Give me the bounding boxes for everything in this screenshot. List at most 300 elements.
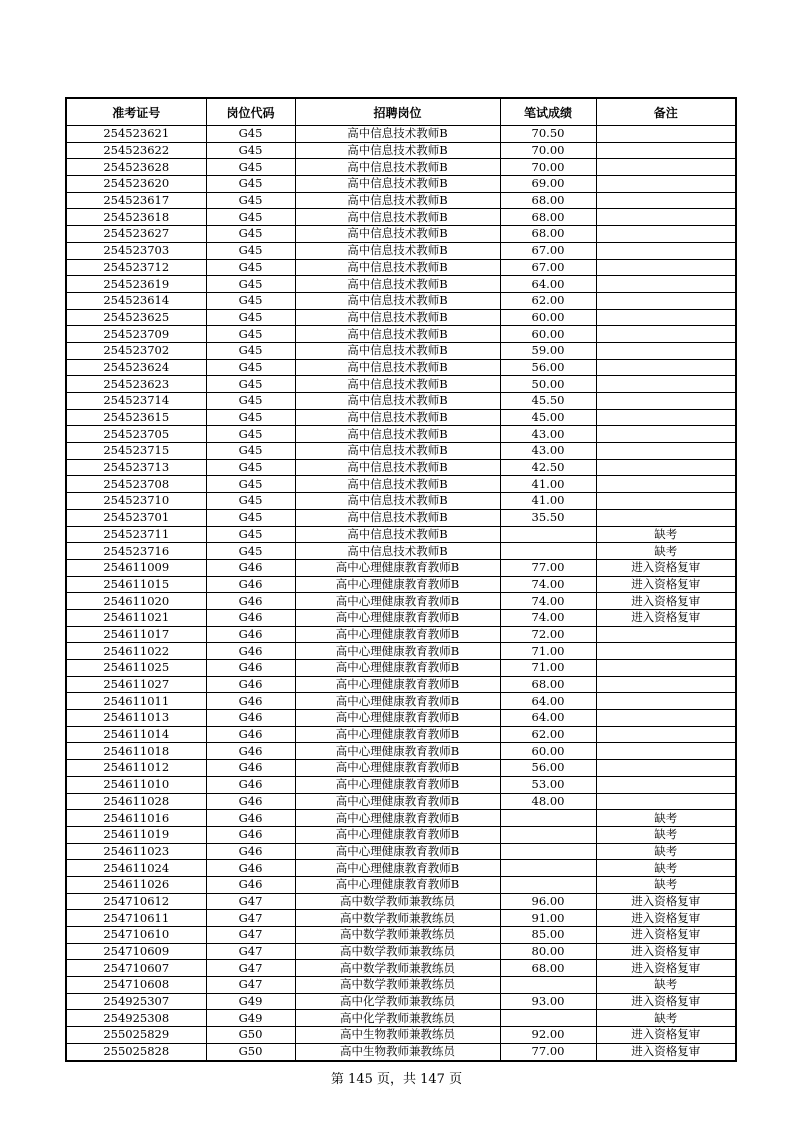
- cell-exam-id: 254523618: [66, 209, 206, 226]
- cell-score: 74.00: [500, 576, 596, 593]
- cell-post-code: G45: [206, 443, 295, 460]
- cell-post-name: 高中信息技术教师B: [295, 276, 500, 293]
- cell-remark: [596, 292, 736, 309]
- cell-post-code: G46: [206, 726, 295, 743]
- cell-post-name: 高中心理健康教育教师B: [295, 860, 500, 877]
- cell-post-code: G46: [206, 760, 295, 777]
- cell-post-name: 高中信息技术教师B: [295, 476, 500, 493]
- cell-exam-id: 254523714: [66, 393, 206, 410]
- cell-post-name: 高中信息技术教师B: [295, 393, 500, 410]
- cell-score: 43.00: [500, 443, 596, 460]
- cell-score: 35.50: [500, 509, 596, 526]
- cell-exam-id: 254523623: [66, 376, 206, 393]
- table-row: [66, 927, 736, 944]
- cell-exam-id: 254523715: [66, 443, 206, 460]
- cell-post-name: 高中心理健康教育教师B: [295, 576, 500, 593]
- cell-remark: [596, 259, 736, 276]
- cell-exam-id: 254523622: [66, 142, 206, 159]
- cell-post-code: G45: [206, 543, 295, 560]
- cell-remark: [596, 326, 736, 343]
- cell-post-code: G46: [206, 843, 295, 860]
- table-row: [66, 760, 736, 777]
- cell-exam-id: 254611010: [66, 776, 206, 793]
- cell-remark: [596, 242, 736, 259]
- cell-exam-id: 254611026: [66, 876, 206, 893]
- cell-post-code: G45: [206, 476, 295, 493]
- cell-score: 68.00: [500, 209, 596, 226]
- cell-remark: 进入资格复审: [596, 609, 736, 626]
- cell-remark: [596, 793, 736, 810]
- cell-score: [500, 1010, 596, 1027]
- cell-remark: 缺考: [596, 526, 736, 543]
- cell-post-name: 高中生物教师兼教练员: [295, 1043, 500, 1060]
- cell-exam-id: 254611014: [66, 726, 206, 743]
- table-row: [66, 309, 736, 326]
- cell-score: 68.00: [500, 226, 596, 243]
- cell-remark: 缺考: [596, 876, 736, 893]
- cell-post-code: G46: [206, 810, 295, 827]
- table-row: [66, 209, 736, 226]
- cell-post-name: 高中信息技术教师B: [295, 509, 500, 526]
- cell-remark: 进入资格复审: [596, 559, 736, 576]
- cell-exam-id: 254523701: [66, 509, 206, 526]
- cell-post-name: 高中心理健康教育教师B: [295, 776, 500, 793]
- cell-exam-id: 254611024: [66, 860, 206, 877]
- cell-score: 70.00: [500, 142, 596, 159]
- cell-post-code: G46: [206, 593, 295, 610]
- cell-exam-id: 254611012: [66, 760, 206, 777]
- cell-remark: [596, 376, 736, 393]
- cell-score: 69.00: [500, 176, 596, 193]
- cell-exam-id: 254710610: [66, 927, 206, 944]
- cell-score: 92.00: [500, 1027, 596, 1044]
- cell-remark: [596, 626, 736, 643]
- cell-score: 64.00: [500, 693, 596, 710]
- cell-post-name: 高中数学教师兼教练员: [295, 977, 500, 994]
- table-row: [66, 226, 736, 243]
- cell-exam-id: 254925307: [66, 993, 206, 1010]
- cell-post-code: G45: [206, 409, 295, 426]
- cell-post-code: G46: [206, 676, 295, 693]
- cell-score: [500, 860, 596, 877]
- cell-score: 71.00: [500, 643, 596, 660]
- cell-post-code: G46: [206, 826, 295, 843]
- cell-post-name: 高中心理健康教育教师B: [295, 793, 500, 810]
- cell-remark: 进入资格复审: [596, 1027, 736, 1044]
- cell-score: 70.00: [500, 159, 596, 176]
- cell-post-code: G47: [206, 943, 295, 960]
- cell-post-name: 高中心理健康教育教师B: [295, 876, 500, 893]
- cell-score: 77.00: [500, 1043, 596, 1060]
- cell-exam-id: 254523621: [66, 126, 206, 143]
- cell-exam-id: 254523625: [66, 309, 206, 326]
- cell-remark: 进入资格复审: [596, 593, 736, 610]
- cell-post-name: 高中信息技术教师B: [295, 176, 500, 193]
- cell-post-code: G45: [206, 509, 295, 526]
- cell-post-code: G45: [206, 142, 295, 159]
- cell-score: 41.00: [500, 493, 596, 510]
- cell-score: 93.00: [500, 993, 596, 1010]
- table-row: [66, 359, 736, 376]
- cell-score: 68.00: [500, 676, 596, 693]
- cell-exam-id: 254710607: [66, 960, 206, 977]
- cell-score: 67.00: [500, 242, 596, 259]
- cell-exam-id: 254925308: [66, 1010, 206, 1027]
- cell-score: 50.00: [500, 376, 596, 393]
- cell-score: 45.00: [500, 409, 596, 426]
- cell-remark: [596, 159, 736, 176]
- cell-post-code: G47: [206, 893, 295, 910]
- cell-exam-id: 254523617: [66, 192, 206, 209]
- cell-post-name: 高中心理健康教育教师B: [295, 693, 500, 710]
- cell-post-name: 高中信息技术教师B: [295, 159, 500, 176]
- cell-post-name: 高中心理健康教育教师B: [295, 593, 500, 610]
- cell-remark: [596, 493, 736, 510]
- cell-exam-id: 254611009: [66, 559, 206, 576]
- cell-remark: [596, 676, 736, 693]
- table-row: [66, 559, 736, 576]
- cell-post-code: G46: [206, 559, 295, 576]
- page-number: 第 145 页，共 147 页: [330, 1072, 463, 1087]
- cell-remark: 进入资格复审: [596, 1043, 736, 1060]
- table-row: [66, 893, 736, 910]
- cell-post-code: G46: [206, 660, 295, 677]
- cell-post-code: G46: [206, 860, 295, 877]
- cell-score: 80.00: [500, 943, 596, 960]
- cell-exam-id: 254611016: [66, 810, 206, 827]
- cell-post-name: 高中信息技术教师B: [295, 543, 500, 560]
- cell-score: [500, 843, 596, 860]
- cell-remark: 进入资格复审: [596, 960, 736, 977]
- table-row: [66, 493, 736, 510]
- cell-score: 56.00: [500, 359, 596, 376]
- header-row: [66, 98, 736, 126]
- cell-post-code: G46: [206, 776, 295, 793]
- table-row: [66, 509, 736, 526]
- table-row: [66, 1010, 736, 1027]
- cell-remark: [596, 142, 736, 159]
- cell-post-code: G49: [206, 993, 295, 1010]
- cell-remark: [596, 643, 736, 660]
- table-row: [66, 409, 736, 426]
- cell-remark: [596, 176, 736, 193]
- cell-score: 96.00: [500, 893, 596, 910]
- table-row: [66, 860, 736, 877]
- cell-post-code: G45: [206, 126, 295, 143]
- table-body: [66, 126, 736, 1061]
- cell-remark: 缺考: [596, 1010, 736, 1027]
- cell-remark: [596, 476, 736, 493]
- cell-exam-id: 254523703: [66, 242, 206, 259]
- cell-post-name: 高中信息技术教师B: [295, 459, 500, 476]
- cell-remark: 缺考: [596, 860, 736, 877]
- table-row: [66, 1043, 736, 1060]
- cell-post-name: 高中信息技术教师B: [295, 126, 500, 143]
- table-row: [66, 342, 736, 359]
- cell-score: 62.00: [500, 292, 596, 309]
- cell-exam-id: 254611028: [66, 793, 206, 810]
- cell-post-name: 高中信息技术教师B: [295, 359, 500, 376]
- cell-post-name: 高中信息技术教师B: [295, 292, 500, 309]
- cell-exam-id: 254611023: [66, 843, 206, 860]
- cell-post-code: G46: [206, 609, 295, 626]
- cell-exam-id: 254523620: [66, 176, 206, 193]
- cell-post-name: 高中信息技术教师B: [295, 326, 500, 343]
- cell-remark: [596, 209, 736, 226]
- cell-post-code: G45: [206, 326, 295, 343]
- cell-remark: 进入资格复审: [596, 910, 736, 927]
- cell-exam-id: 254611020: [66, 593, 206, 610]
- cell-post-code: G45: [206, 226, 295, 243]
- cell-post-code: G50: [206, 1027, 295, 1044]
- cell-post-name: 高中心理健康教育教师B: [295, 643, 500, 660]
- cell-score: 45.50: [500, 393, 596, 410]
- table-row: [66, 609, 736, 626]
- table-row: [66, 743, 736, 760]
- cell-exam-id: 254710609: [66, 943, 206, 960]
- table-row: [66, 326, 736, 343]
- cell-score: 74.00: [500, 593, 596, 610]
- header-post-code: 岗位代码: [206, 98, 295, 126]
- table-row: [66, 126, 736, 143]
- cell-exam-id: 254523709: [66, 326, 206, 343]
- table-row: [66, 660, 736, 677]
- cell-score: 62.00: [500, 726, 596, 743]
- cell-remark: 进入资格复审: [596, 927, 736, 944]
- table-row: [66, 476, 736, 493]
- cell-remark: 缺考: [596, 810, 736, 827]
- cell-remark: [596, 309, 736, 326]
- cell-score: 74.00: [500, 609, 596, 626]
- cell-post-name: 高中化学教师兼教练员: [295, 1010, 500, 1027]
- table-row: [66, 426, 736, 443]
- table-row: [66, 593, 736, 610]
- cell-post-code: G49: [206, 1010, 295, 1027]
- table-row: [66, 693, 736, 710]
- table-row: [66, 159, 736, 176]
- cell-post-name: 高中心理健康教育教师B: [295, 826, 500, 843]
- table-row: [66, 276, 736, 293]
- cell-remark: [596, 776, 736, 793]
- cell-post-code: G46: [206, 576, 295, 593]
- table-row: [66, 192, 736, 209]
- table-row: [66, 393, 736, 410]
- cell-post-name: 高中信息技术教师B: [295, 192, 500, 209]
- cell-post-code: G46: [206, 643, 295, 660]
- cell-score: [500, 977, 596, 994]
- cell-post-code: G47: [206, 977, 295, 994]
- header-post-name: 招聘岗位: [295, 98, 500, 126]
- cell-post-name: 高中数学教师兼教练员: [295, 893, 500, 910]
- cell-post-code: G45: [206, 359, 295, 376]
- cell-post-code: G46: [206, 793, 295, 810]
- cell-exam-id: 254523705: [66, 426, 206, 443]
- cell-exam-id: 254523627: [66, 226, 206, 243]
- cell-post-code: G45: [206, 376, 295, 393]
- cell-post-code: G47: [206, 927, 295, 944]
- cell-remark: [596, 443, 736, 460]
- cell-exam-id: 254523619: [66, 276, 206, 293]
- table-row: [66, 960, 736, 977]
- cell-score: 41.00: [500, 476, 596, 493]
- cell-post-name: 高中心理健康教育教师B: [295, 843, 500, 860]
- cell-post-name: 高中数学教师兼教练员: [295, 910, 500, 927]
- cell-score: 43.00: [500, 426, 596, 443]
- cell-exam-id: 254523711: [66, 526, 206, 543]
- cell-post-name: 高中信息技术教师B: [295, 309, 500, 326]
- table-row: [66, 1027, 736, 1044]
- cell-remark: [596, 426, 736, 443]
- table-row: [66, 710, 736, 727]
- cell-score: 42.50: [500, 459, 596, 476]
- cell-post-code: G45: [206, 309, 295, 326]
- cell-post-code: G46: [206, 743, 295, 760]
- cell-score: 85.00: [500, 927, 596, 944]
- cell-exam-id: 254611025: [66, 660, 206, 677]
- table-row: [66, 242, 736, 259]
- cell-remark: [596, 743, 736, 760]
- cell-exam-id: 254611011: [66, 693, 206, 710]
- cell-exam-id: 254611022: [66, 643, 206, 660]
- cell-exam-id: 254523710: [66, 493, 206, 510]
- cell-remark: [596, 126, 736, 143]
- table-row: [66, 676, 736, 693]
- cell-remark: [596, 192, 736, 209]
- cell-post-name: 高中心理健康教育教师B: [295, 660, 500, 677]
- header-exam-id: 准考证号: [66, 98, 206, 126]
- cell-remark: [596, 660, 736, 677]
- cell-post-code: G45: [206, 242, 295, 259]
- cell-post-name: 高中信息技术教师B: [295, 409, 500, 426]
- cell-post-code: G45: [206, 459, 295, 476]
- cell-post-name: 高中心理健康教育教师B: [295, 626, 500, 643]
- table-row: [66, 643, 736, 660]
- cell-post-name: 高中心理健康教育教师B: [295, 743, 500, 760]
- table-row: [66, 993, 736, 1010]
- cell-remark: 缺考: [596, 977, 736, 994]
- cell-remark: [596, 459, 736, 476]
- cell-exam-id: 254611013: [66, 710, 206, 727]
- table-row: [66, 526, 736, 543]
- cell-post-code: G45: [206, 426, 295, 443]
- cell-post-code: G46: [206, 876, 295, 893]
- header-remark: 备注: [596, 98, 736, 126]
- table-row: [66, 826, 736, 843]
- cell-post-name: 高中信息技术教师B: [295, 226, 500, 243]
- cell-post-name: 高中信息技术教师B: [295, 426, 500, 443]
- table-row: [66, 810, 736, 827]
- cell-exam-id: 254523615: [66, 409, 206, 426]
- cell-post-code: G45: [206, 176, 295, 193]
- cell-remark: 进入资格复审: [596, 943, 736, 960]
- cell-score: [500, 543, 596, 560]
- table-row: [66, 176, 736, 193]
- cell-remark: [596, 509, 736, 526]
- cell-exam-id: 254523713: [66, 459, 206, 476]
- cell-remark: [596, 226, 736, 243]
- cell-score: 60.00: [500, 326, 596, 343]
- results-table: [65, 97, 737, 1062]
- cell-post-name: 高中心理健康教育教师B: [295, 609, 500, 626]
- cell-post-code: G45: [206, 493, 295, 510]
- cell-score: [500, 826, 596, 843]
- cell-post-code: G47: [206, 960, 295, 977]
- cell-post-code: G45: [206, 209, 295, 226]
- cell-remark: [596, 276, 736, 293]
- cell-post-code: G47: [206, 910, 295, 927]
- table-row: [66, 776, 736, 793]
- cell-remark: 缺考: [596, 843, 736, 860]
- cell-exam-id: 254523702: [66, 342, 206, 359]
- cell-post-name: 高中数学教师兼教练员: [295, 960, 500, 977]
- cell-score: 56.00: [500, 760, 596, 777]
- cell-post-code: G46: [206, 710, 295, 727]
- table-row: [66, 876, 736, 893]
- cell-post-name: 高中信息技术教师B: [295, 376, 500, 393]
- cell-exam-id: 254523628: [66, 159, 206, 176]
- cell-post-name: 高中心理健康教育教师B: [295, 726, 500, 743]
- cell-post-name: 高中生物教师兼教练员: [295, 1027, 500, 1044]
- cell-exam-id: 254523708: [66, 476, 206, 493]
- cell-remark: [596, 359, 736, 376]
- table-row: [66, 576, 736, 593]
- cell-score: 68.00: [500, 192, 596, 209]
- cell-score: [500, 876, 596, 893]
- cell-exam-id: 255025829: [66, 1027, 206, 1044]
- cell-exam-id: 254611027: [66, 676, 206, 693]
- cell-exam-id: 254611019: [66, 826, 206, 843]
- cell-post-name: 高中信息技术教师B: [295, 342, 500, 359]
- cell-post-code: G50: [206, 1043, 295, 1060]
- cell-exam-id: 254611015: [66, 576, 206, 593]
- cell-post-code: G45: [206, 192, 295, 209]
- cell-post-code: G45: [206, 276, 295, 293]
- cell-post-code: G45: [206, 292, 295, 309]
- table-row: [66, 726, 736, 743]
- cell-score: 72.00: [500, 626, 596, 643]
- table-row: [66, 459, 736, 476]
- cell-remark: [596, 342, 736, 359]
- table-row: [66, 910, 736, 927]
- cell-post-name: 高中心理健康教育教师B: [295, 810, 500, 827]
- cell-score: 91.00: [500, 910, 596, 927]
- cell-post-name: 高中心理健康教育教师B: [295, 760, 500, 777]
- cell-post-code: G45: [206, 526, 295, 543]
- table-row: [66, 843, 736, 860]
- cell-post-name: 高中数学教师兼教练员: [295, 943, 500, 960]
- cell-exam-id: 254611017: [66, 626, 206, 643]
- cell-score: 64.00: [500, 276, 596, 293]
- cell-post-code: G46: [206, 693, 295, 710]
- cell-post-name: 高中信息技术教师B: [295, 526, 500, 543]
- cell-post-name: 高中心理健康教育教师B: [295, 676, 500, 693]
- cell-score: 70.50: [500, 126, 596, 143]
- cell-post-name: 高中信息技术教师B: [295, 493, 500, 510]
- cell-post-code: G45: [206, 342, 295, 359]
- table-row: [66, 977, 736, 994]
- cell-score: [500, 526, 596, 543]
- cell-exam-id: 254710608: [66, 977, 206, 994]
- table-row: [66, 443, 736, 460]
- cell-score: 68.00: [500, 960, 596, 977]
- table-row: [66, 376, 736, 393]
- cell-exam-id: 254710611: [66, 910, 206, 927]
- table-row: [66, 543, 736, 560]
- table-row: [66, 142, 736, 159]
- cell-exam-id: 254611021: [66, 609, 206, 626]
- cell-remark: [596, 409, 736, 426]
- table-row: [66, 292, 736, 309]
